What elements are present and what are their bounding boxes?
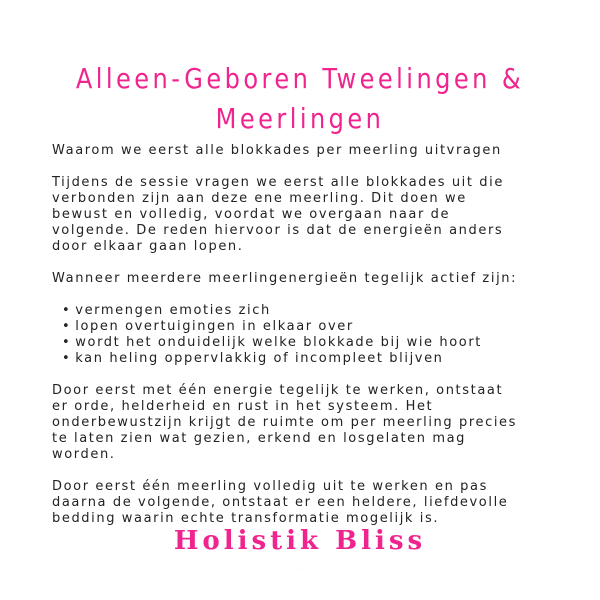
body-text bbox=[52, 143, 572, 543]
bullet-list bbox=[52, 303, 572, 367]
list-item: • wordt het onduidelijk welke blokkade bij wie hoort bbox=[62, 335, 572, 351]
paragraph-2: Door eerst met één energie tegelijk te werken, ontstaat er orde, helderheid en rust in het systeem. Het onderbewustzijn krijgt de ruimte om per meerling precies te laten zien wat gezien, erkend en losgelaten mag worden. bbox=[52, 383, 518, 462]
brand-fine-print: · · · bbox=[297, 566, 303, 570]
list-item: • lopen overtuigingen in elkaar over bbox=[62, 319, 572, 335]
page-title bbox=[42, 59, 558, 139]
paragraph-3: Door eerst één meerling volledig uit te werken en pas daarna de volgende, ontstaat er een heldere, liefdevolle bedding waarin echte transformatie mogelijk is. bbox=[52, 479, 509, 526]
paragraph-1: Tijdens de sessie vragen we eerst alle blokkades uit die verbonden zijn aan deze ene meerling. Dit doen we bewust en volledig, voordat we overgaan naar de volgende. De reden hiervoor is dat de energieën anders door elkaar gaan lopen. bbox=[52, 175, 504, 254]
list-block bbox=[52, 271, 572, 367]
list-item: • kan heling oppervlakkig of incompleet blijven bbox=[62, 351, 572, 367]
list-intro: Wanneer meerdere meerlingenergieën tegelijk actief zijn: bbox=[52, 271, 518, 286]
subtitle: Waarom we eerst alle blokkades per meerling uitvragen bbox=[52, 143, 502, 158]
brand-signature: Holistik Bliss bbox=[173, 526, 427, 556]
list-item: • vermengen emoties zich bbox=[62, 303, 572, 319]
title-line-1: Alleen-Geboren Tweelingen & bbox=[75, 61, 525, 95]
title-line-2: Meerlingen bbox=[215, 101, 385, 135]
